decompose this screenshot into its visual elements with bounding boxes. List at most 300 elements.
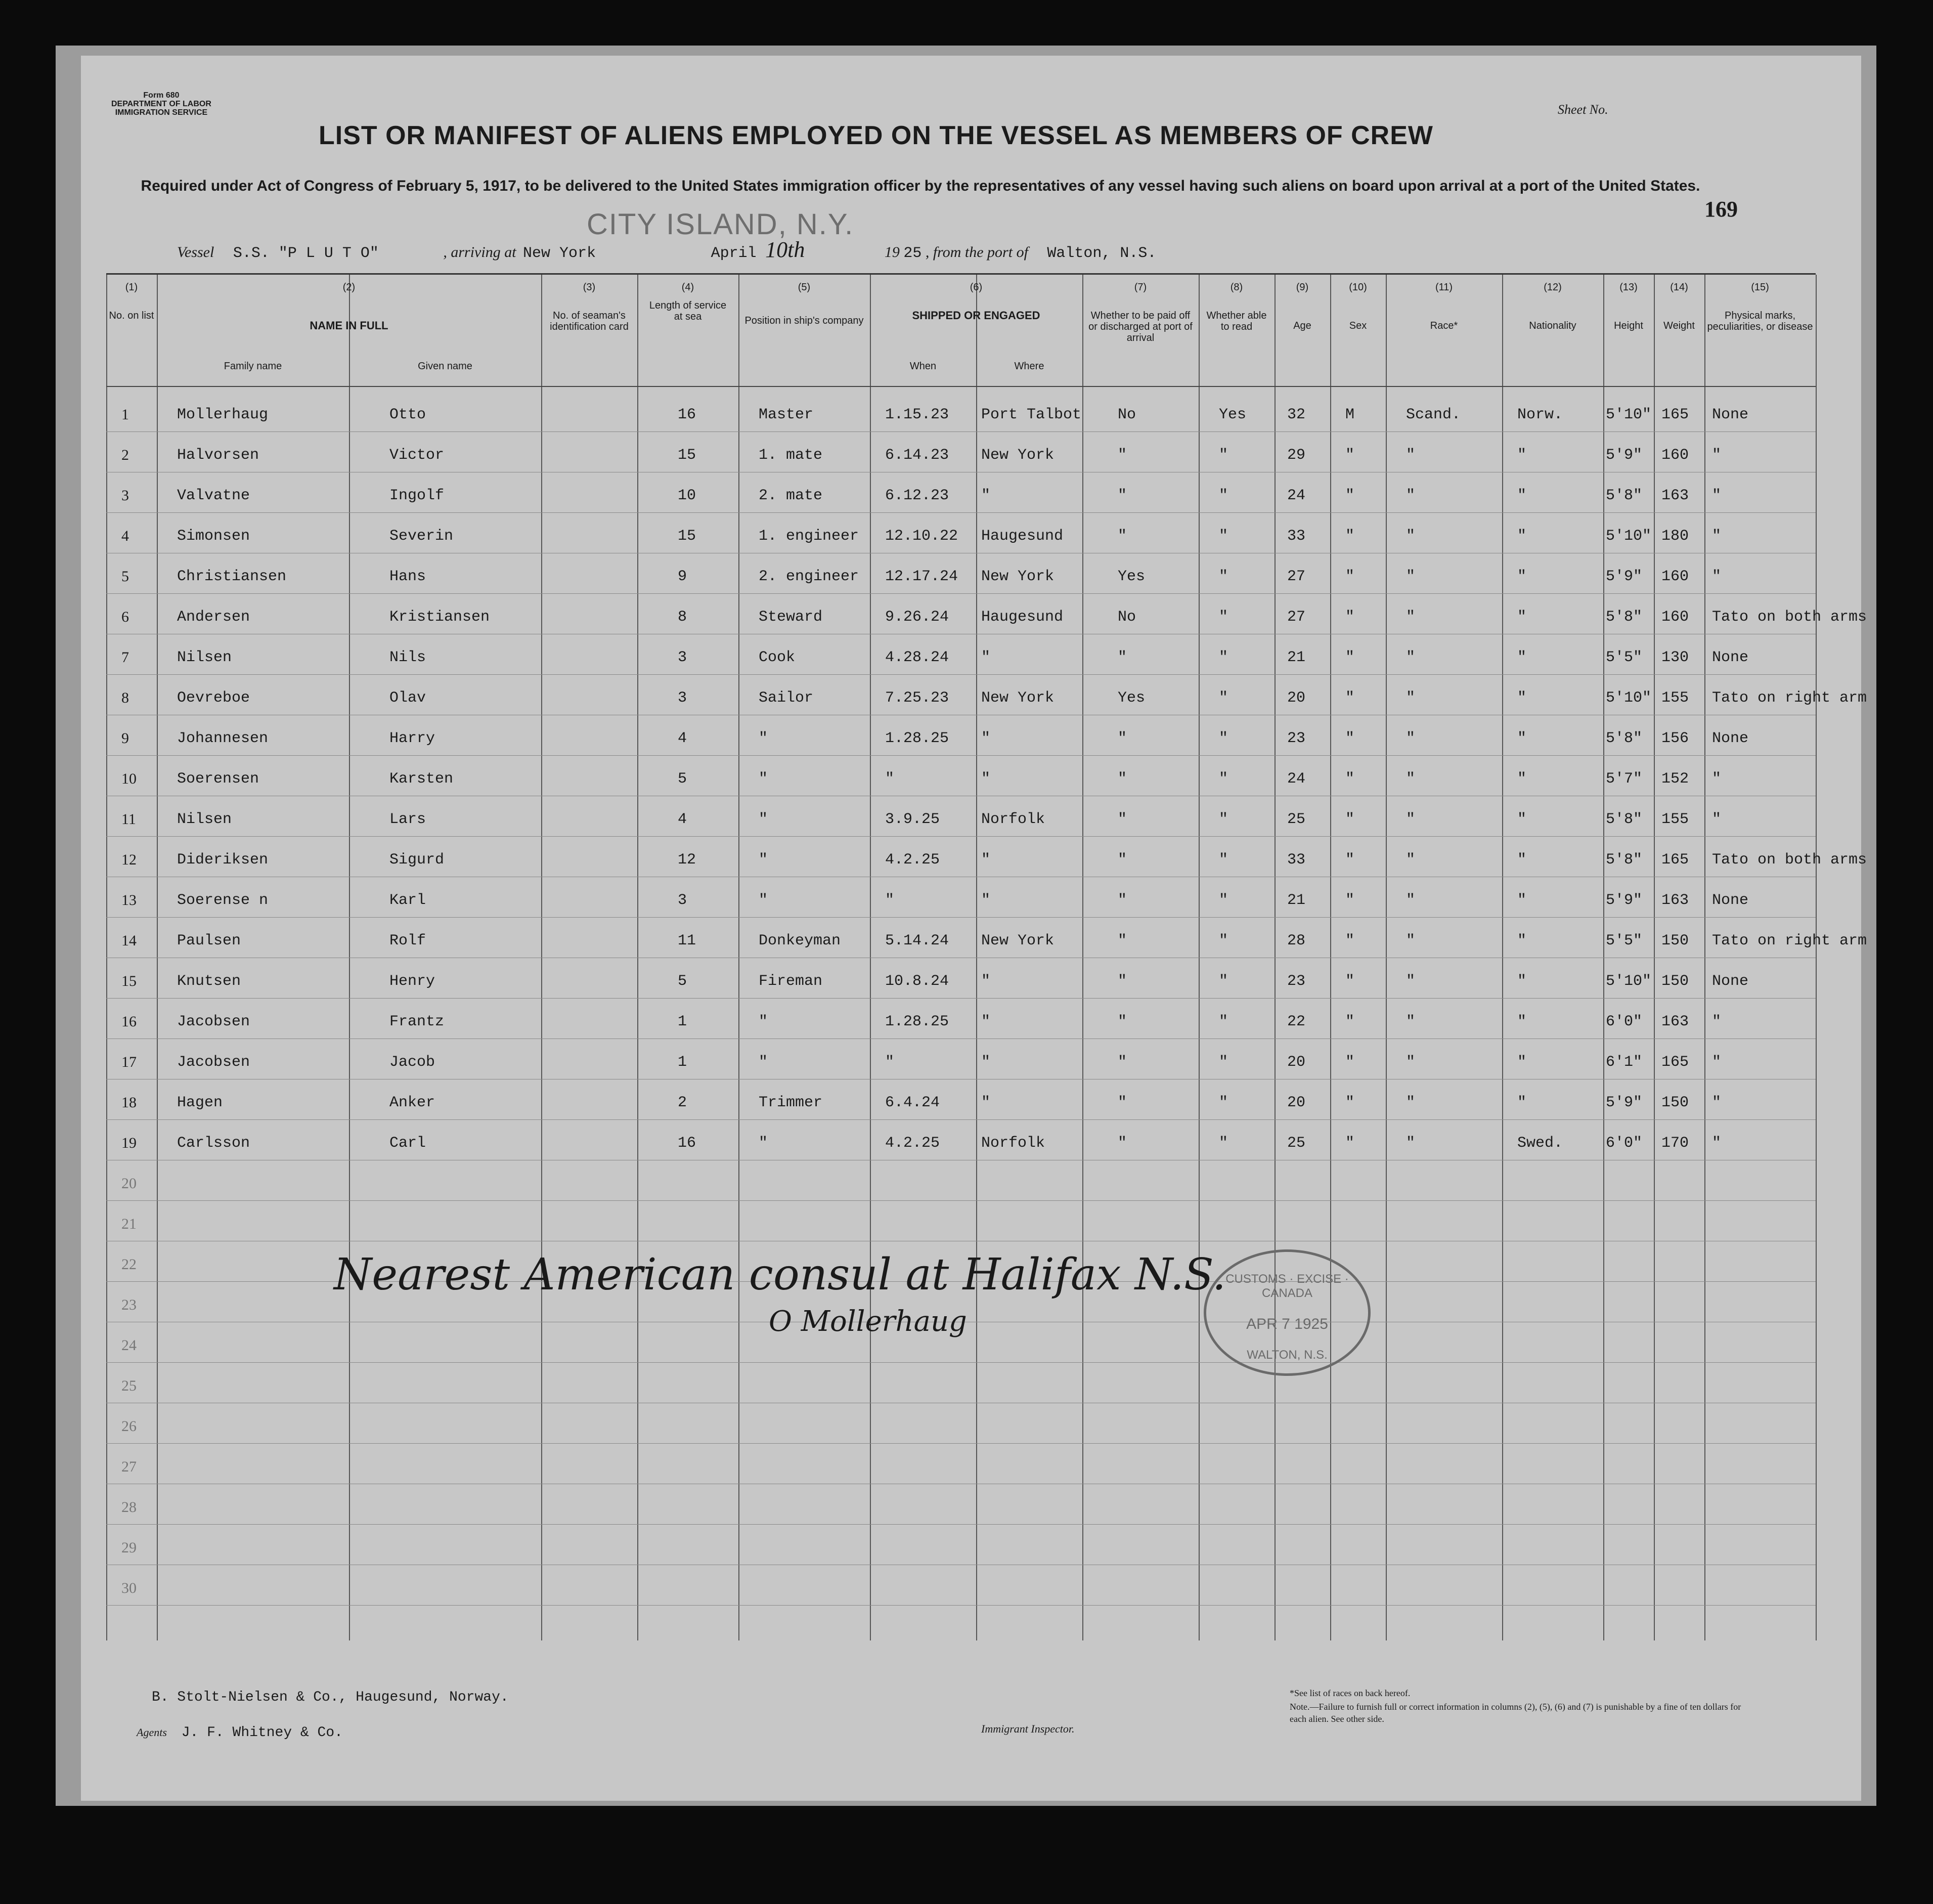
weight: 165 (1661, 1054, 1689, 1071)
paid-off: " (1118, 1013, 1127, 1030)
height: 5'9" (1606, 892, 1643, 909)
paid-off: " (1118, 1135, 1127, 1152)
engaged-when: " (885, 892, 895, 909)
nationality: " (1517, 609, 1527, 626)
weight: 156 (1661, 730, 1689, 747)
given-name: Sigurd (389, 851, 445, 869)
age: 22 (1287, 1013, 1306, 1030)
year-prefix: 19 (884, 244, 900, 261)
col1-number: (1) (125, 282, 138, 293)
engaged-when: 4.28.24 (885, 649, 949, 666)
nationality: Swed. (1517, 1135, 1563, 1152)
col6-where-label: Where (1014, 361, 1044, 372)
paid-off: " (1118, 770, 1127, 788)
given-name: Severin (389, 528, 454, 545)
service-length: 8 (678, 609, 687, 626)
service-length: 16 (678, 406, 696, 423)
given-name: Henry (389, 973, 435, 990)
position: " (759, 730, 768, 747)
position: " (759, 1054, 768, 1071)
vessel-name: S.S. "P L U T O" (233, 245, 379, 262)
age: 28 (1287, 932, 1306, 949)
able-to-read: " (1219, 770, 1228, 788)
position: Cook (759, 649, 796, 666)
weight: 160 (1661, 568, 1689, 585)
col9-number: (9) (1296, 282, 1309, 293)
position: " (759, 892, 768, 909)
agents-name: J. F. Whitney & Co. (181, 1725, 343, 1741)
row-number: 16 (121, 1013, 137, 1030)
paid-off: " (1118, 973, 1127, 990)
col3-number: (3) (583, 282, 596, 293)
able-to-read: " (1219, 649, 1228, 666)
engaged-when: 1.15.23 (885, 406, 949, 423)
engaged-when: 7.25.23 (885, 689, 949, 707)
race: " (1406, 649, 1416, 666)
position: 2. engineer (759, 568, 859, 585)
service-length: 3 (678, 892, 687, 909)
owner-line: B. Stolt-Nielsen & Co., Haugesund, Norway. (152, 1690, 509, 1705)
arrival-day: 10th (765, 237, 805, 262)
age: 23 (1287, 730, 1306, 747)
sex: M (1345, 406, 1355, 423)
weight: 150 (1661, 973, 1689, 990)
empty-row-number: 26 (121, 1418, 137, 1435)
position: Sailor (759, 689, 814, 707)
nationality: " (1517, 892, 1527, 909)
handwritten-consul-note: Nearest American consul at Halifax N.S. (334, 1249, 1226, 1300)
col6-when-label: When (909, 361, 937, 372)
col15-number: (15) (1751, 282, 1769, 293)
col7-label: Whether to be paid off or discharged at port of arrival (1088, 310, 1193, 343)
engaged-when: " (885, 770, 895, 788)
service-length: 5 (678, 973, 687, 990)
age: 25 (1287, 1135, 1306, 1152)
paid-off: No (1118, 609, 1136, 626)
physical-marks: " (1712, 1135, 1722, 1152)
row-number: 6 (121, 609, 129, 625)
family-name: Carlsson (177, 1135, 250, 1152)
from-port-label: , from the port of (925, 244, 1028, 261)
race: " (1406, 932, 1416, 949)
given-name: Hans (389, 568, 426, 585)
vessel-line (177, 237, 1156, 263)
empty-row-number: 28 (121, 1499, 137, 1516)
paid-off: " (1118, 1054, 1127, 1071)
row-rule (106, 917, 1816, 918)
form-number-block (111, 91, 211, 117)
col14-number: (14) (1670, 282, 1688, 293)
engaged-when: 3.9.25 (885, 811, 940, 828)
service-length: 1 (678, 1054, 687, 1071)
empty-row-number: 22 (121, 1256, 137, 1273)
age: 25 (1287, 811, 1306, 828)
empty-row-number: 30 (121, 1580, 137, 1596)
given-name: Carl (389, 1135, 426, 1152)
engaged-where: New York (981, 689, 1055, 707)
inspector-label: Immigrant Inspector. (981, 1722, 1075, 1735)
given-name: Frantz (389, 1013, 445, 1030)
engaged-when: 10.8.24 (885, 973, 949, 990)
race: " (1406, 609, 1416, 626)
col9-label: Age (1293, 320, 1311, 331)
family-name: Johannesen (177, 730, 269, 747)
given-name: Ingolf (389, 487, 445, 504)
family-name: Knutsen (177, 973, 241, 990)
row-number: 18 (121, 1094, 137, 1111)
paid-off: " (1118, 447, 1127, 464)
engaged-where: " (981, 1054, 991, 1071)
family-name: Andersen (177, 609, 250, 626)
physical-marks: " (1712, 568, 1722, 585)
family-name: Mollerhaug (177, 406, 269, 423)
row-rule (106, 998, 1816, 999)
given-name: Lars (389, 811, 426, 828)
position: " (759, 1013, 768, 1030)
col13-label: Height (1614, 320, 1643, 331)
row-rule (106, 512, 1816, 513)
age: 21 (1287, 649, 1306, 666)
height: 6'0" (1606, 1013, 1643, 1030)
age: 27 (1287, 568, 1306, 585)
page-number: 169 (1704, 197, 1738, 222)
family-name: Dideriksen (177, 851, 269, 869)
physical-marks: " (1712, 811, 1722, 828)
row-number: 14 (121, 932, 137, 949)
paid-off: " (1118, 892, 1127, 909)
service-length: 9 (678, 568, 687, 585)
weight: 160 (1661, 447, 1689, 464)
race: " (1406, 851, 1416, 869)
paid-off: " (1118, 487, 1127, 504)
engaged-where: " (981, 1094, 991, 1111)
engaged-when: 6.14.23 (885, 447, 949, 464)
col11-number: (11) (1435, 282, 1453, 293)
col2-number: (2) (342, 282, 356, 293)
col12-number: (12) (1544, 282, 1562, 293)
row-rule (106, 1605, 1816, 1606)
family-name: Christiansen (177, 568, 287, 585)
paid-off: Yes (1118, 568, 1146, 585)
position: " (759, 1135, 768, 1152)
empty-row-number: 23 (121, 1296, 137, 1313)
service-length: 1 (678, 1013, 687, 1030)
height: 5'7" (1606, 770, 1643, 788)
customs-stamp-date: APR 7 1925 (1246, 1316, 1328, 1332)
physical-marks: Tato on both arms (1712, 851, 1867, 869)
given-name: Otto (389, 406, 426, 423)
row-rule (106, 431, 1816, 432)
row-number: 2 (121, 447, 129, 463)
given-name: Anker (389, 1094, 435, 1111)
given-name: Karl (389, 892, 426, 909)
race: " (1406, 487, 1416, 504)
family-name: Jacobsen (177, 1013, 250, 1030)
given-name: Rolf (389, 932, 426, 949)
physical-marks: " (1712, 528, 1722, 545)
nationality: " (1517, 487, 1527, 504)
family-name: Hagen (177, 1094, 223, 1111)
row-rule (106, 1038, 1816, 1039)
paid-off: " (1118, 811, 1127, 828)
row-number: 13 (121, 892, 137, 908)
paid-off: Yes (1118, 689, 1146, 707)
engaged-when: 6.12.23 (885, 487, 949, 504)
col2-label: NAME IN FULL (310, 319, 388, 332)
empty-row-number: 20 (121, 1175, 137, 1192)
position: " (759, 811, 768, 828)
row-number: 19 (121, 1135, 137, 1151)
weight: 165 (1661, 851, 1689, 869)
able-to-read: " (1219, 568, 1228, 585)
race: " (1406, 811, 1416, 828)
nationality: " (1517, 973, 1527, 990)
age: 24 (1287, 770, 1306, 788)
row-rule (106, 1443, 1816, 1444)
height: 5'5" (1606, 932, 1643, 949)
given-name: Olav (389, 689, 426, 707)
weight: 150 (1661, 932, 1689, 949)
height: 5'10" (1606, 406, 1652, 423)
physical-marks: None (1712, 892, 1749, 909)
able-to-read: " (1219, 1135, 1228, 1152)
engaged-where: " (981, 487, 991, 504)
paid-off: " (1118, 851, 1127, 869)
col2-given-label: Given name (418, 361, 472, 372)
department-label: DEPARTMENT OF LABOR (111, 100, 211, 108)
able-to-read: " (1219, 811, 1228, 828)
given-name: Karsten (389, 770, 454, 788)
engaged-where: " (981, 730, 991, 747)
empty-row-number: 24 (121, 1337, 137, 1354)
age: 33 (1287, 528, 1306, 545)
engaged-when: 4.2.25 (885, 851, 940, 869)
able-to-read: " (1219, 892, 1228, 909)
weight: 180 (1661, 528, 1689, 545)
col6-number: (6) (970, 282, 983, 293)
height: 5'8" (1606, 730, 1643, 747)
vessel-label: Vessel (177, 244, 214, 261)
physical-marks: Tato on right arm (1712, 689, 1867, 707)
height: 5'8" (1606, 851, 1643, 869)
nationality: " (1517, 851, 1527, 869)
sex: " (1345, 730, 1355, 747)
sex: " (1345, 528, 1355, 545)
height: 5'9" (1606, 1094, 1643, 1111)
col10-number: (10) (1349, 282, 1367, 293)
engaged-when: 9.26.24 (885, 609, 949, 626)
race: " (1406, 1013, 1416, 1030)
sex: " (1345, 1013, 1355, 1030)
engaged-where: New York (981, 568, 1055, 585)
family-name: Nilsen (177, 811, 232, 828)
row-number: 10 (121, 770, 137, 787)
col15-label: Physical marks, peculiarities, or disease (1707, 310, 1813, 332)
physical-marks: " (1712, 770, 1722, 788)
arriving-label: , arriving at (443, 244, 516, 261)
col7-number: (7) (1134, 282, 1147, 293)
row-number: 8 (121, 689, 129, 706)
able-to-read: " (1219, 973, 1228, 990)
col8-label: Whether able to read (1206, 310, 1267, 332)
age: 21 (1287, 892, 1306, 909)
engaged-when: 1.28.25 (885, 730, 949, 747)
sex: " (1345, 1054, 1355, 1071)
engaged-where: Norfolk (981, 1135, 1045, 1152)
engaged-when: 5.14.24 (885, 932, 949, 949)
races-footnote: *See list of races on back hereof. (1290, 1688, 1411, 1698)
row-rule (106, 1200, 1816, 1201)
service-length: 5 (678, 770, 687, 788)
given-name: Kristiansen (389, 609, 490, 626)
height: 5'8" (1606, 811, 1643, 828)
engaged-when: 6.4.24 (885, 1094, 940, 1111)
row-number: 15 (121, 973, 137, 989)
weight: 155 (1661, 689, 1689, 707)
family-name: Soerense n (177, 892, 269, 909)
age: 23 (1287, 973, 1306, 990)
race: " (1406, 1054, 1416, 1071)
race: " (1406, 1135, 1416, 1152)
nationality: " (1517, 932, 1527, 949)
engaged-where: Haugesund (981, 528, 1064, 545)
weight: 165 (1661, 406, 1689, 423)
age: 32 (1287, 406, 1306, 423)
race: " (1406, 528, 1416, 545)
able-to-read: " (1219, 851, 1228, 869)
able-to-read: " (1219, 689, 1228, 707)
race: " (1406, 689, 1416, 707)
sex: " (1345, 1135, 1355, 1152)
family-name: Soerensen (177, 770, 259, 788)
nationality: " (1517, 811, 1527, 828)
given-name: Harry (389, 730, 435, 747)
arrival-year: 25 (903, 245, 922, 262)
engaged-where: " (981, 770, 991, 788)
service-length: 4 (678, 730, 687, 747)
physical-marks: Tato on right arm (1712, 932, 1867, 949)
sex: " (1345, 609, 1355, 626)
family-name: Paulsen (177, 932, 241, 949)
service-length: 16 (678, 1135, 696, 1152)
engaged-where: " (981, 892, 991, 909)
weight: 163 (1661, 1013, 1689, 1030)
col12-label: Nationality (1529, 320, 1576, 331)
physical-marks: " (1712, 1013, 1722, 1030)
height: 6'1" (1606, 1054, 1643, 1071)
col11-label: Race* (1430, 320, 1458, 331)
able-to-read: " (1219, 528, 1228, 545)
given-name: Nils (389, 649, 426, 666)
age: 20 (1287, 1054, 1306, 1071)
given-name: Victor (389, 447, 445, 464)
given-name: Jacob (389, 1054, 435, 1071)
position: " (759, 770, 768, 788)
able-to-read: " (1219, 609, 1228, 626)
race: " (1406, 568, 1416, 585)
height: 5'10" (1606, 528, 1652, 545)
row-number: 17 (121, 1054, 137, 1070)
race: " (1406, 973, 1416, 990)
service-length: 2 (678, 1094, 687, 1111)
nationality: " (1517, 770, 1527, 788)
engaged-where: " (981, 1013, 991, 1030)
weight: 160 (1661, 609, 1689, 626)
departure-port: Walton, N.S. (1047, 245, 1157, 262)
form-number: Form 680 (143, 91, 180, 100)
family-name: Nilsen (177, 649, 232, 666)
age: 33 (1287, 851, 1306, 869)
empty-row-number: 21 (121, 1216, 137, 1232)
service-label: IMMIGRATION SERVICE (115, 108, 208, 117)
height: 6'0" (1606, 1135, 1643, 1152)
sex: " (1345, 851, 1355, 869)
col8-number: (8) (1230, 282, 1243, 293)
position: " (759, 851, 768, 869)
row-rule (106, 1362, 1816, 1363)
able-to-read: " (1219, 447, 1228, 464)
document-title: LIST OR MANIFEST OF ALIENS EMPLOYED ON THE VESSEL AS MEMBERS OF CREW (319, 121, 1433, 150)
engaged-where: " (981, 649, 991, 666)
sex: " (1345, 568, 1355, 585)
family-name: Halvorsen (177, 447, 259, 464)
physical-marks: None (1712, 730, 1749, 747)
customs-stamp-place: WALTON, N.S. (1247, 1348, 1328, 1362)
col6-label: SHIPPED OR ENGAGED (912, 309, 1040, 322)
col2-family-label: Family name (224, 361, 282, 372)
race: " (1406, 1094, 1416, 1111)
nationality: " (1517, 689, 1527, 707)
physical-marks: " (1712, 487, 1722, 504)
sheet-number-label: Sheet No. (1558, 102, 1608, 117)
service-length: 11 (678, 932, 696, 949)
weight: 170 (1661, 1135, 1689, 1152)
row-number: 9 (121, 730, 129, 747)
height: 5'8" (1606, 487, 1643, 504)
col5-number: (5) (798, 282, 811, 293)
paid-off: " (1118, 932, 1127, 949)
col14-label: Weight (1663, 320, 1695, 331)
paid-off: No (1118, 406, 1136, 423)
sex: " (1345, 892, 1355, 909)
col3-label: No. of seaman's identification card (550, 310, 629, 332)
engaged-when: 12.10.22 (885, 528, 958, 545)
sex: " (1345, 487, 1355, 504)
service-length: 15 (678, 447, 696, 464)
weight: 155 (1661, 811, 1689, 828)
agents-line (137, 1725, 343, 1741)
position: 2. mate (759, 487, 823, 504)
age: 29 (1287, 447, 1306, 464)
row-rule (106, 755, 1816, 756)
age: 20 (1287, 689, 1306, 707)
row-rule (106, 674, 1816, 675)
nationality: " (1517, 1013, 1527, 1030)
document-subtitle: Required under Act of Congress of February 5, 1917, to be delivered to the United States immigration officer by the representatives of any vessel having such aliens on board upon arrival at a port of the United States. (141, 178, 1700, 194)
physical-marks: None (1712, 973, 1749, 990)
service-length: 3 (678, 649, 687, 666)
able-to-read: " (1219, 1054, 1228, 1071)
engaged-where: Norfolk (981, 811, 1045, 828)
position: Trimmer (759, 1094, 823, 1111)
col10-label: Sex (1349, 320, 1367, 331)
nationality: " (1517, 1054, 1527, 1071)
agents-label: Agents (137, 1726, 167, 1739)
age: 20 (1287, 1094, 1306, 1111)
row-number: 12 (121, 851, 137, 868)
paid-off: " (1118, 649, 1127, 666)
sex: " (1345, 689, 1355, 707)
